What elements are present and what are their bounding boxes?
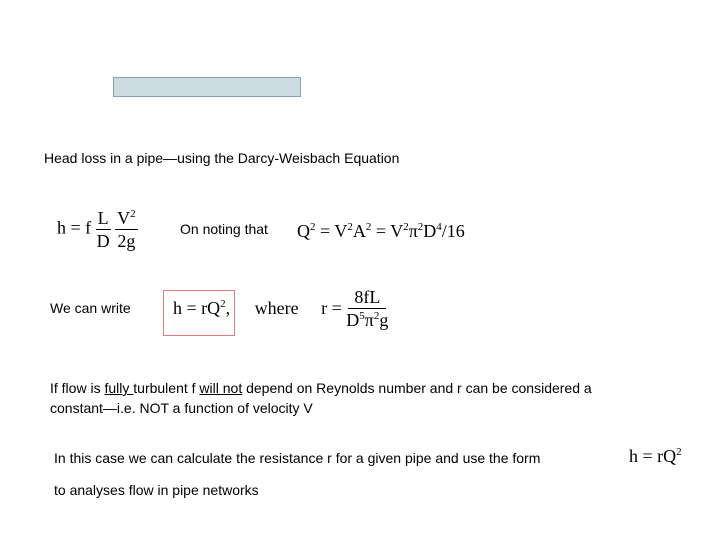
eq3-r: r = bbox=[321, 298, 342, 318]
eq1-num-v: $V^2$ bbox=[117, 208, 136, 228]
heading: Head loss in a pipe—using the Darcy-Weisbach Equation bbox=[44, 150, 400, 166]
flow-velocity-equation: $Q^2 = V^2A^2 = V^2\pi^2D^4/16$ bbox=[297, 221, 465, 241]
eq3-where: where bbox=[254, 298, 299, 318]
eq3-frac bbox=[346, 287, 388, 330]
eq1-den-d: D bbox=[96, 231, 110, 251]
eq1-frac-l-d bbox=[96, 208, 111, 251]
eq1-frac-v-2g bbox=[115, 208, 138, 251]
eq3-num: 8fL bbox=[348, 287, 386, 309]
eq1-num-l: L bbox=[97, 208, 109, 228]
darcy-weisbach-equation bbox=[57, 208, 138, 251]
eq1-f: f bbox=[85, 217, 92, 238]
resistance-equation bbox=[173, 287, 388, 330]
eq1-lhs: h bbox=[57, 217, 66, 238]
resistance-paragraph: In this case we can calculate the resistance r for a given pipe and use the form bbox=[54, 450, 541, 466]
eq1-den-2g: 2g bbox=[117, 231, 136, 251]
title-placeholder-bar bbox=[113, 77, 301, 97]
eq3-den: $D^5\pi^2g$ bbox=[346, 310, 389, 330]
eq3-lhs: $h = rQ^2$, bbox=[173, 298, 231, 318]
eq1-equals: = bbox=[70, 217, 81, 238]
form-equation: $h = rQ^2$ bbox=[629, 446, 682, 466]
networks-line: to analyses flow in pipe networks bbox=[54, 482, 259, 498]
write-label: We can write bbox=[50, 300, 131, 316]
noting-label: On noting that bbox=[180, 221, 268, 237]
turbulent-flow-paragraph: If flow is fully turbulent f will not depend on Reynolds number and r can be considered a constant—i.e. NOT a function of velocity V bbox=[50, 380, 592, 416]
